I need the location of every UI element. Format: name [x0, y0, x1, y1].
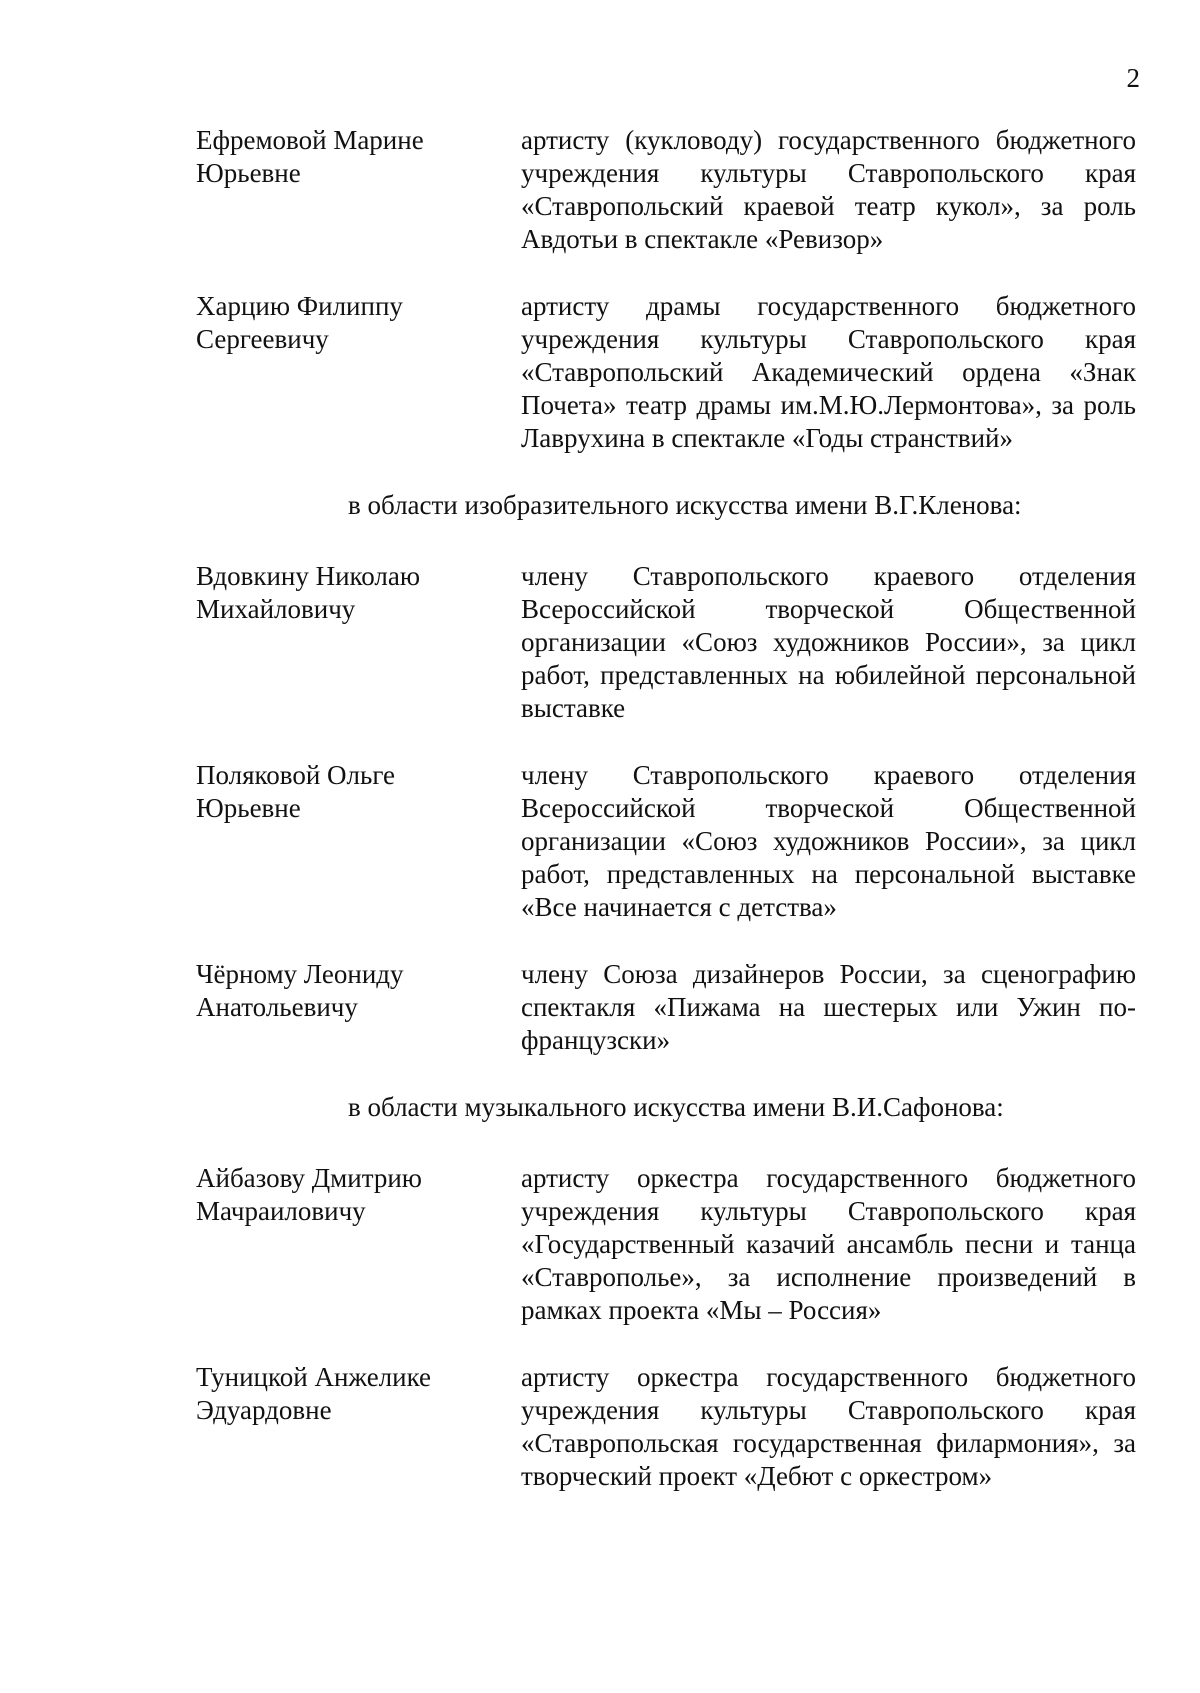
- page-number: 2: [1126, 63, 1140, 93]
- recipient-name: [196, 1162, 521, 1228]
- recipient-name-line: Юрьевне: [196, 158, 301, 188]
- recipient-name: [196, 759, 521, 825]
- award-entry: [196, 560, 1136, 725]
- award-description: артисту оркестра государственного бюджетного учреждения культуры Ставропольского края «Ставропольская государственная филармония», за творческий проект «Дебют с оркестром»: [521, 1362, 1136, 1491]
- recipient-name: [196, 1361, 521, 1427]
- recipient-name-line: Ефремовой Марине: [196, 125, 424, 155]
- recipient-name-line: Эдуардовне: [196, 1395, 332, 1425]
- recipient-name-line: Анатольевичу: [196, 992, 358, 1022]
- recipient-name: [196, 290, 521, 356]
- award-entry: [196, 1162, 1136, 1327]
- award-description: артисту (кукловоду) государственного бюджетного учреждения культуры Ставропольского края «Ставропольский краевой театр кукол», за роль Авдотьи в спектакле «Ревизор»: [521, 125, 1136, 254]
- award-description: артисту оркестра государственного бюджетного учреждения культуры Ставропольского края «Государственный казачий ансамбль песни и танца «Ставрополье», за исполнение произведений в рамках проекта «Мы – Россия»: [521, 1163, 1136, 1325]
- section-heading-music: в области музыкального искусства имени В.И.Сафонова:: [348, 1092, 1004, 1122]
- recipient-name-line: Харцию Филиппу: [196, 291, 403, 321]
- document-body: [196, 124, 1136, 1493]
- award-entry: [196, 759, 1136, 924]
- recipient-name: [196, 124, 521, 190]
- recipient-name-line: Мачраиловичу: [196, 1196, 366, 1226]
- recipient-name-line: Айбазову Дмитрию: [196, 1163, 422, 1193]
- award-entry: [196, 290, 1136, 455]
- recipient-name-line: Чёрному Леониду: [196, 959, 404, 989]
- recipient-name-line: Юрьевне: [196, 793, 301, 823]
- recipient-name-line: Вдовкину Николаю: [196, 561, 421, 591]
- recipient-name-line: Михайловичу: [196, 594, 356, 624]
- award-description: члену Союза дизайнеров России, за сценографию спектакля «Пижама на шестерых или Ужин по-французски»: [521, 959, 1136, 1055]
- recipient-name: [196, 958, 521, 1024]
- recipient-name: [196, 560, 521, 626]
- section-heading-fine-arts: в области изобразительного искусства имени В.Г.Кленова:: [348, 490, 1022, 520]
- award-description: члену Ставропольского краевого отделения Всероссийской творческой Общественной организации «Союз художников России», за цикл работ, представленных на персональной выставке «Все начинается с детства»: [521, 760, 1136, 922]
- award-description: артисту драмы государственного бюджетного учреждения культуры Ставропольского края «Ставропольский Академический ордена «Знак Почета» театр драмы им.М.Ю.Лермонтова», за роль Лаврухина в спектакле «Годы странствий»: [521, 291, 1136, 453]
- award-description: члену Ставропольского краевого отделения Всероссийской творческой Общественной организации «Союз художников России», за цикл работ, представленных на юбилейной персональной выставке: [521, 561, 1136, 723]
- award-entry: [196, 1361, 1136, 1493]
- recipient-name-line: Туницкой Анжелике: [196, 1362, 432, 1392]
- award-entry: [196, 124, 1136, 256]
- award-entry: [196, 958, 1136, 1057]
- recipient-name-line: Поляковой Ольге: [196, 760, 396, 790]
- recipient-name-line: Сергеевичу: [196, 324, 329, 354]
